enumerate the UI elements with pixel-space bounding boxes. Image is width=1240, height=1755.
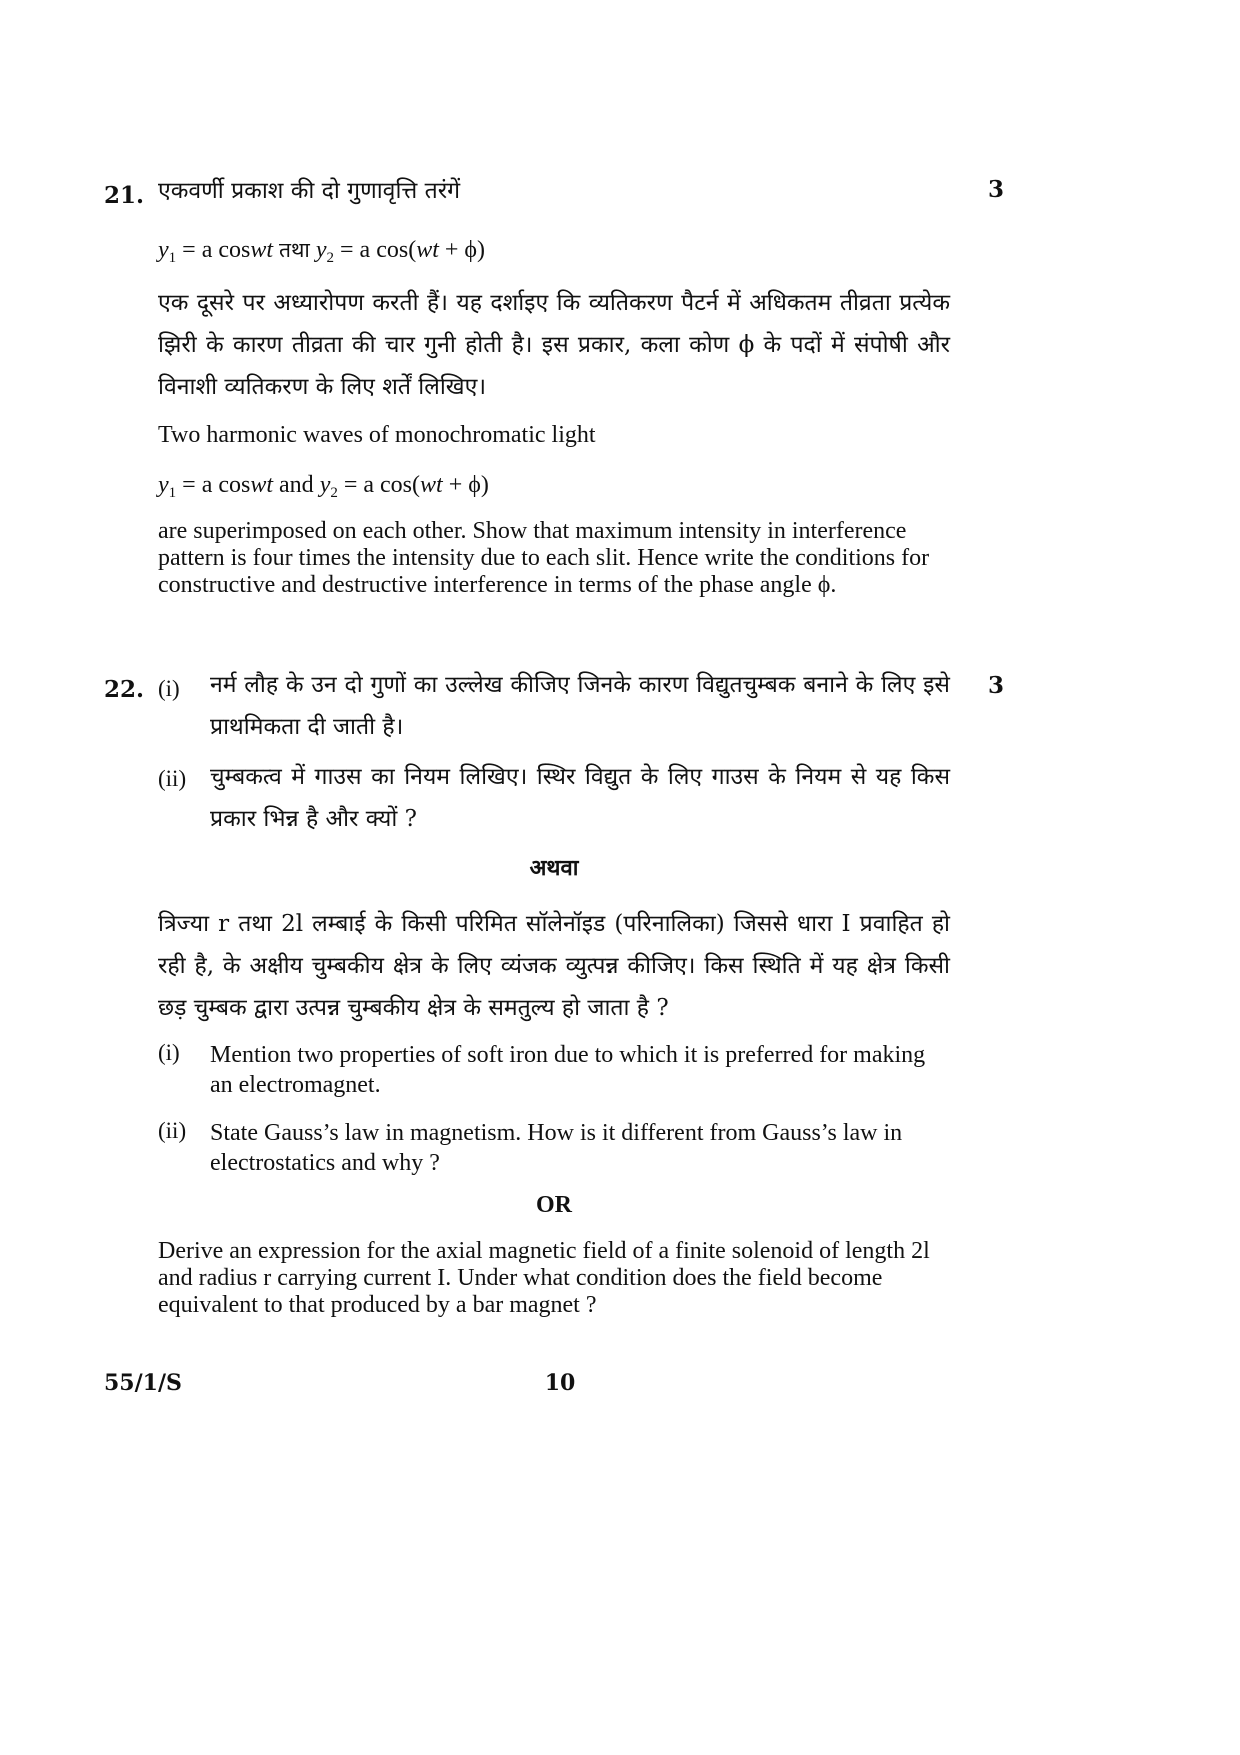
q22-english-part-ii-label: (ii) bbox=[158, 1118, 187, 1143]
question-22-marks: 3 bbox=[988, 672, 1005, 699]
q22-hindi-part-ii-label: (ii) bbox=[158, 766, 187, 791]
q22-english-or: OR bbox=[536, 1192, 572, 1218]
paper-code: 55/1/S bbox=[104, 1370, 182, 1396]
q22-hindi-or: अथवा bbox=[529, 855, 579, 881]
q22-hindi-or-body: त्रिज्या r तथा 2l लम्बाई के किसी परिमित सॉलेनॉइड (परिनालिका) जिससे धारा I प्रवाहित हो रही है, के अक्षीय चुम्बकीय क्षेत्र के लिए व्यंजक व्युत्पन्न कीजिए। किस स्थिति में यह क्षेत्र किसी छड़ चुम्बक द्वारा उत्पन्न चुम्बकीय क्षेत्र के समतुल्य हो जाता है ? bbox=[158, 911, 950, 1021]
q22-english-part-i: Mention two properties of soft iron due to which it is preferred for making an electromagnet. bbox=[210, 1042, 926, 1098]
q21-hindi-equation: $y_1 = a$ coswt तथा $y_2 = a$ cos(wt + ϕ) bbox=[158, 237, 486, 266]
page-number: 10 bbox=[544, 1370, 576, 1396]
q22-english-or-body: Derive an expression for the axial magnetic field of a finite solenoid of length 2l and radius r carrying current I. Under what condition does the field become equivalent to that produced by a bar magnet ? bbox=[158, 1238, 930, 1318]
question-21-number: 21. bbox=[104, 182, 145, 209]
q21-english-body: are superimposed on each other. Show that maximum intensity in interference pattern is four times the intensity due to each slit. Hence write the conditions for constructive and destructive interference in terms of the phase angle ϕ. bbox=[158, 518, 930, 598]
q22-hindi-part-i: नर्म लौह के उन दो गुणों का उल्लेख कीजिए जिनके कारण विद्युतचुम्बक बनाने के लिए इसे प्राथमिकता दी जाती है। bbox=[210, 672, 950, 740]
question-22-number: 22. bbox=[104, 676, 145, 703]
q22-english-part-ii: State Gauss’s law in magnetism. How is it different from Gauss’s law in electrostatics and why ? bbox=[210, 1120, 903, 1176]
q21-hindi-intro: एकवर्णी प्रकाश की दो गुणावृत्ति तरंगें bbox=[158, 178, 461, 204]
q21-hindi-body: एक दूसरे पर अध्यारोपण करती हैं। यह दर्शाइए कि व्यतिकरण पैटर्न में अधिकतम तीव्रता प्रत्येक झिरी के कारण तीव्रता की चार गुनी होती है। इस प्रकार, कला कोण ϕ के पदों में संपोषी और विनाशी व्यतिकरण के लिए शर्तें लिखिए। bbox=[158, 290, 950, 400]
q22-hindi-part-i-label: (i) bbox=[158, 676, 180, 701]
q21-english-intro: Two harmonic waves of monochromatic light bbox=[158, 422, 596, 448]
q22-english-part-i-label: (i) bbox=[158, 1040, 180, 1065]
question-21-marks: 3 bbox=[988, 176, 1005, 203]
q22-hindi-part-ii: चुम्बकत्व में गाउस का नियम लिखिए। स्थिर विद्युत के लिए गाउस के नियम से यह किस प्रकार भिन्न है और क्यों ? bbox=[210, 764, 950, 832]
q21-english-equation: $y_1 = a$ coswt and $y_2 = a$ cos(wt + ϕ) bbox=[158, 472, 489, 501]
